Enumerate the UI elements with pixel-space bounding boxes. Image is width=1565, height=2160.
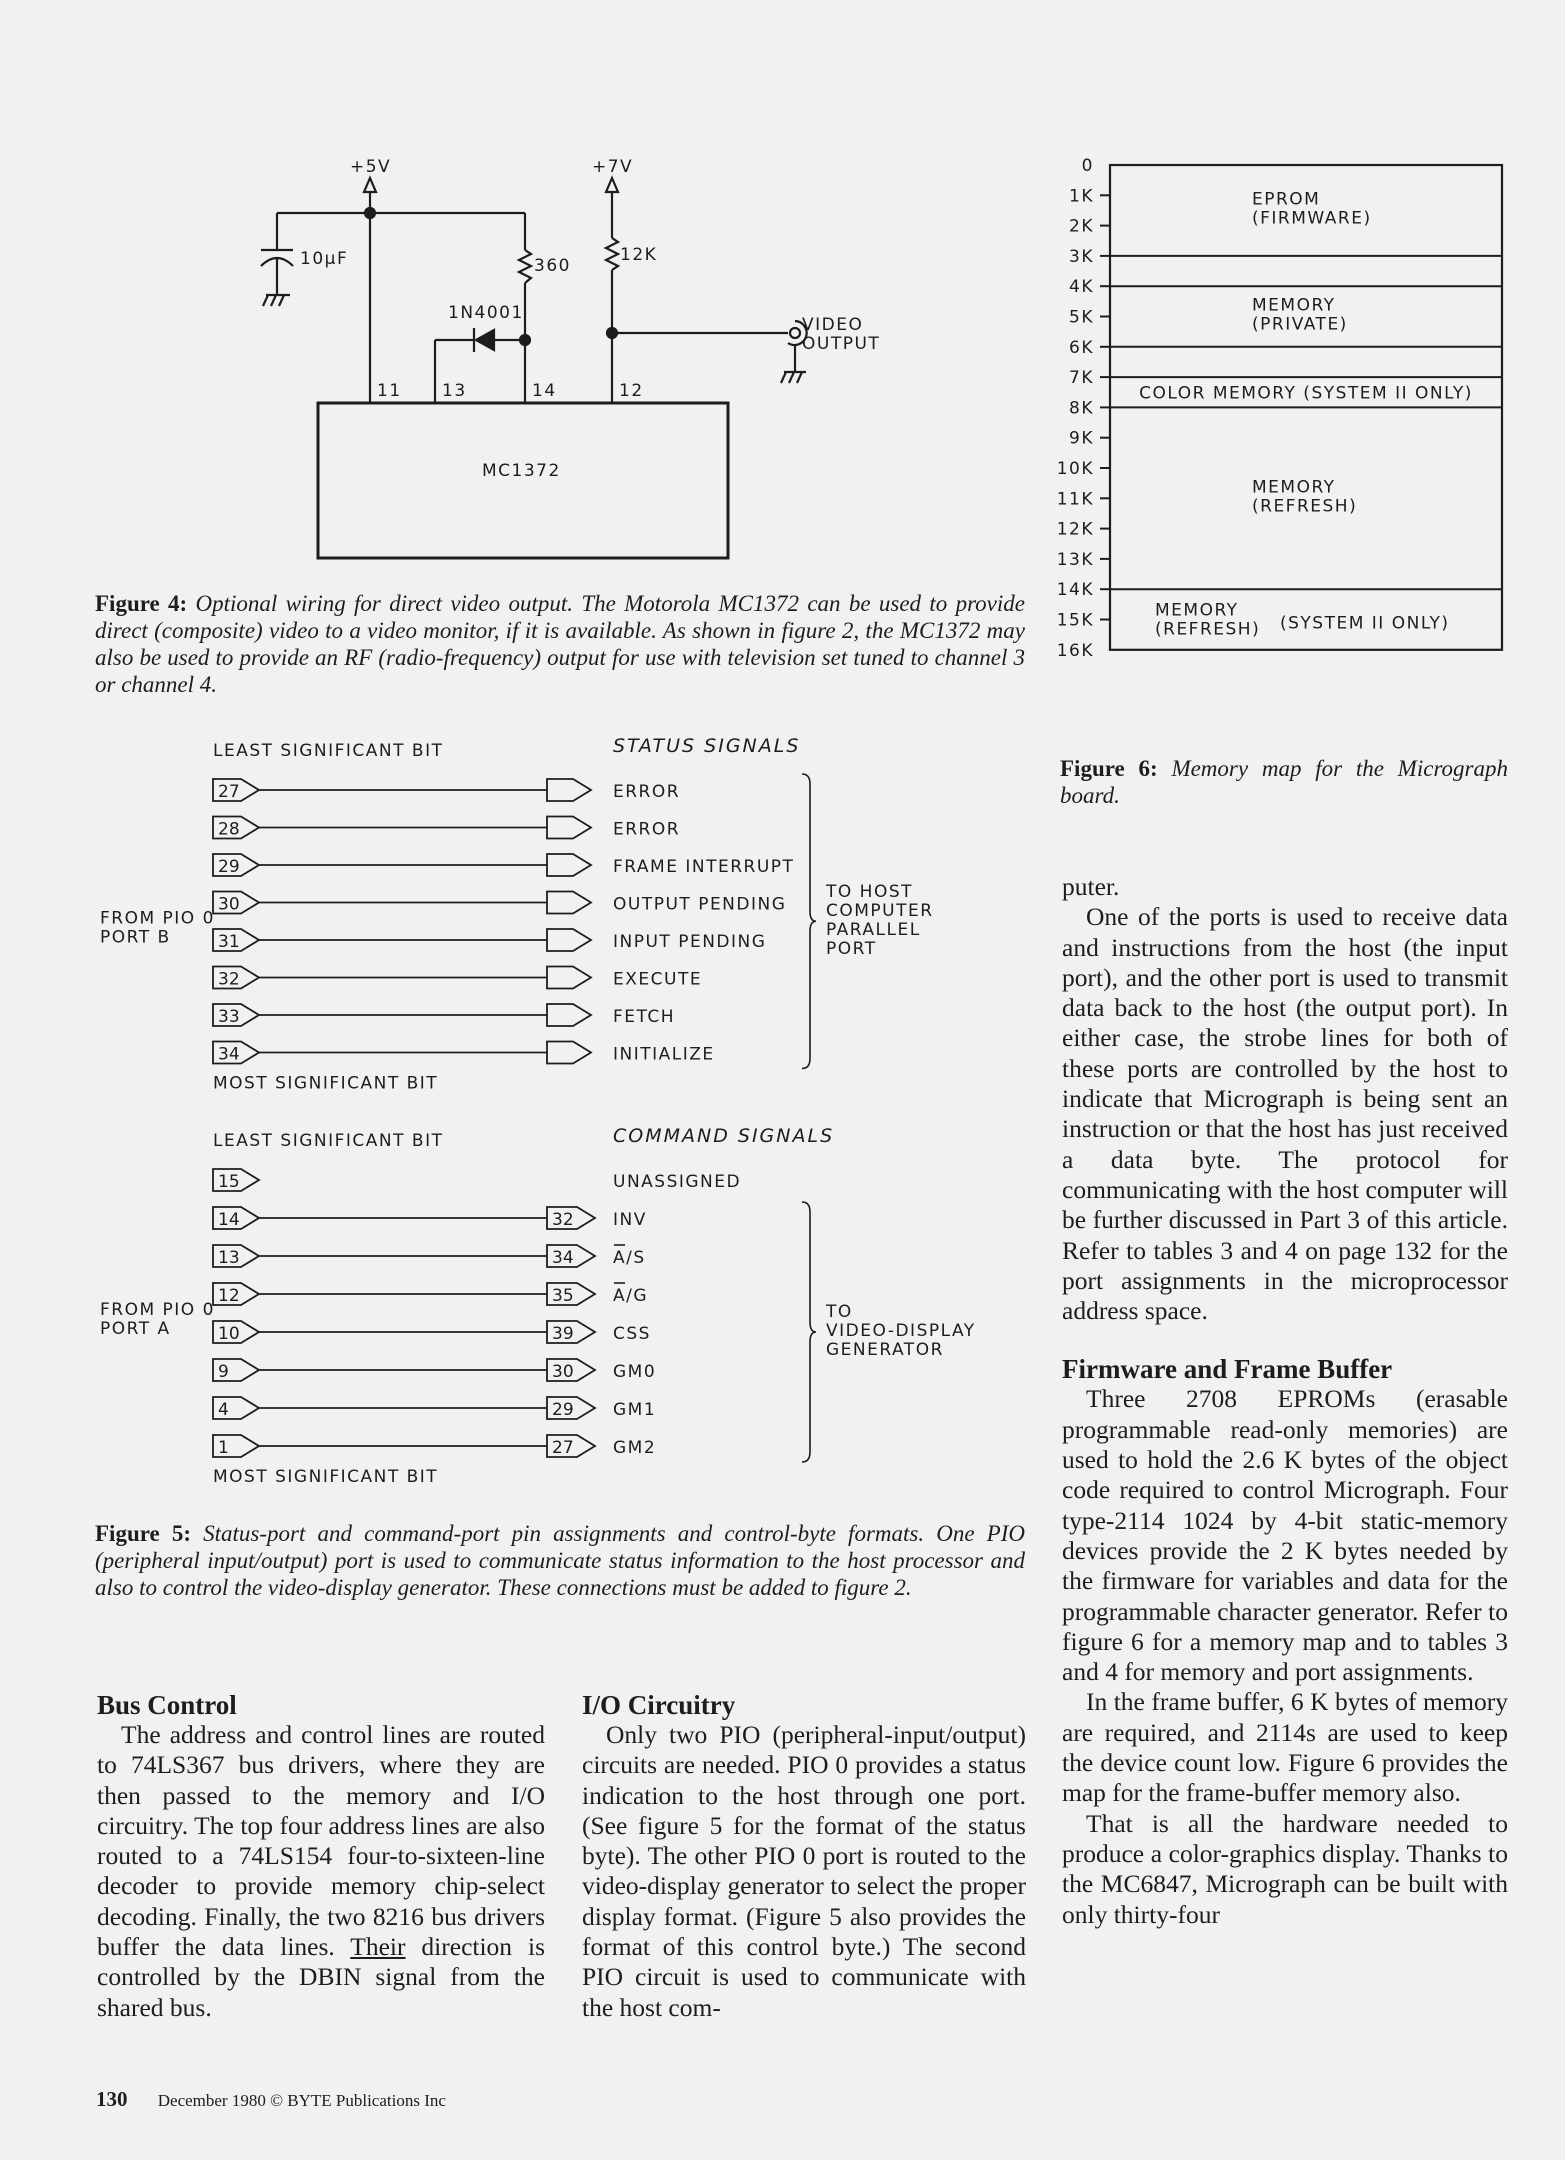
address-tick: 5K <box>1069 307 1094 328</box>
pin-tag <box>547 892 591 914</box>
figure-4-schematic <box>0 0 1040 580</box>
signal-name: EXECUTE <box>613 969 703 990</box>
heading-bus-control: Bus Control <box>97 1690 237 1720</box>
pin-tag <box>547 929 591 951</box>
svg-text:(PRIVATE): (PRIVATE) <box>1252 314 1348 335</box>
msb-label: MOST SIGNIFICANT BIT <box>213 1467 439 1487</box>
signal-name: GM2 <box>613 1438 657 1458</box>
memory-region <box>1252 296 1348 335</box>
svg-text:12: 12 <box>218 1286 240 1306</box>
brace <box>802 1202 816 1462</box>
figure-5-caption <box>95 1520 1025 1601</box>
figure-6-caption-text: Memory map for the Micrograph board. <box>1060 756 1508 808</box>
paragraph-frame-buffer: In the frame buffer, 6 K bytes of memory are required, and 2114s are used to keep the device count low. Figure 6 provides the map for the frame-buffer memory also. <box>1062 1687 1508 1808</box>
svg-text:29: 29 <box>552 1400 574 1420</box>
paragraph-hardware-summary: That is all the hardware needed to produce a color-graphics display. Thanks to the MC6847, Micrograph can be built with only thirty-four <box>1062 1808 1508 1929</box>
address-tick: 14K <box>1056 580 1094 601</box>
pin-tag <box>213 967 259 990</box>
svg-text:MEMORY: MEMORY <box>1252 477 1336 498</box>
pin-tag <box>547 1359 595 1382</box>
svg-text:28: 28 <box>218 819 240 840</box>
pin-tag <box>213 1321 259 1344</box>
pin-tag <box>547 779 591 801</box>
pin-tag <box>547 854 591 876</box>
svg-text:EPROM: EPROM <box>1252 189 1321 210</box>
pin-tag <box>213 854 259 877</box>
figure-4-caption-text: Optional wiring for direct video output. The Motorola MC1372 can be used to provide direct (composite) video to a video monitor, if it is available. As shown in figure 2, the MC1372 may also be used to provide an RF (radio-frequency) output for use with television set tuned to channel 3 or channel 4. <box>95 591 1025 697</box>
svg-text:33: 33 <box>218 1007 240 1027</box>
pin-tag <box>213 817 259 840</box>
address-tick: 10K <box>1056 459 1094 479</box>
label-7v: +7V <box>592 157 634 177</box>
signal-name: A/G <box>613 1286 649 1306</box>
column-io-circuitry <box>582 1690 1026 2023</box>
destination-label: COMPUTER <box>826 900 934 921</box>
address-tick: 12K <box>1056 519 1094 540</box>
svg-text:10: 10 <box>218 1324 240 1344</box>
pin-tag <box>213 1245 259 1268</box>
brace <box>802 774 816 1069</box>
signal-name: INITIALIZE <box>613 1044 715 1065</box>
signals-title: STATUS SIGNALS <box>613 735 801 757</box>
memory-region <box>1139 383 1473 403</box>
signal-name: UNASSIGNED <box>613 1172 742 1192</box>
signal-name: GM1 <box>613 1400 657 1420</box>
label-diode: 1N4001 <box>448 303 524 323</box>
figure-5-pin-assignments <box>0 730 1040 1500</box>
pin-tag <box>213 1283 259 1306</box>
figure-6-caption-label: Figure 6: <box>1060 756 1158 781</box>
svg-text:COLOR MEMORY (SYSTEM II ONLY): COLOR MEMORY (SYSTEM II ONLY) <box>1139 383 1473 404</box>
pin-13: 13 <box>442 381 467 401</box>
msb-label: MOST SIGNIFICANT BIT <box>213 1073 439 1094</box>
pin-tag <box>213 1004 259 1027</box>
label-5v: +5V <box>350 157 392 177</box>
footer-credit: December 1980 © BYTE Publications Inc <box>157 2091 446 2110</box>
pin-tag <box>547 1004 591 1026</box>
paragraph-bus-control: The address and control lines are routed to 74LS367 bus drivers, where they are then passed to the memory and I/O circuitry. The top four address lines are also routed to a 74LS154 four-to-sixteen-line decoder to provide memory chip-select decoding. Finally, the two 8216 bus drivers buffer the data lines. Their direction is controlled by the DBIN signal from the shared bus. <box>97 1720 545 2022</box>
paragraph-firmware: Three 2708 EPROMs (erasable programmable read-only memories) are used to hold the 2.6 K bytes of the object code required to control Micrograph. Four type-2114 1024 by 4-bit static-memory devices provide the 2 K bytes needed by the firmware for variables and data for the programmable character generator. Refer to figure 6 for a memory map and to tables 3 and 4 for memory and port assignments. <box>1062 1384 1508 1687</box>
label-video-1: VIDEO <box>802 315 864 335</box>
pin-tag <box>213 1169 259 1192</box>
signal-name: ERROR <box>613 819 681 840</box>
destination-label: TO <box>826 1302 853 1322</box>
svg-text:MEMORY: MEMORY <box>1155 600 1239 621</box>
signal-name: INPUT PENDING <box>613 932 767 952</box>
destination-label: TO HOST <box>826 881 914 902</box>
address-tick: 4K <box>1069 277 1094 298</box>
svg-text:27: 27 <box>218 782 240 802</box>
svg-text:31: 31 <box>218 932 240 952</box>
pin-tag <box>547 1283 595 1306</box>
pin-12: 12 <box>619 381 644 401</box>
svg-text:39: 39 <box>552 1324 574 1344</box>
paragraph-io-circuitry: Only two PIO (peripheral-input/output) circuits are needed. PIO 0 provides a status indication to the host through one port. (See figure 5 for the format of the status byte). The other PIO 0 port is routed to the video-display generator to select the proper display format. (Figure 5 also provides the format of this control byte.) The second PIO circuit is used to communicate with the host com- <box>582 1720 1026 2022</box>
svg-text:15: 15 <box>218 1172 240 1192</box>
signal-name: A/S <box>613 1248 646 1268</box>
pin-tag <box>213 929 259 952</box>
address-tick: 16K <box>1056 640 1094 661</box>
signal-name: INV <box>613 1210 647 1230</box>
svg-text:1: 1 <box>218 1438 229 1458</box>
svg-text:4: 4 <box>218 1400 229 1420</box>
address-tick: 11K <box>1056 489 1094 510</box>
figure-4-caption <box>95 590 1025 698</box>
source-port-label: PORT B <box>100 927 171 948</box>
signal-name: OUTPUT PENDING <box>613 894 787 915</box>
address-tick: 2K <box>1069 216 1094 237</box>
pin-tag <box>547 1435 595 1458</box>
svg-text:30: 30 <box>218 894 240 915</box>
page-number: 130 <box>96 2087 128 2111</box>
heading-firmware: Firmware and Frame Buffer <box>1062 1354 1393 1385</box>
chip-label: MC1372 <box>482 461 561 481</box>
figure-6-memory-map <box>1040 140 1565 720</box>
address-tick: 3K <box>1069 246 1094 267</box>
paragraph-continuation: puter. <box>1062 872 1120 901</box>
svg-text:27: 27 <box>552 1438 574 1458</box>
source-port-label: FROM PIO 0 <box>100 908 215 929</box>
column-right <box>1062 872 1508 1930</box>
lsb-label: LEAST SIGNIFICANT BIT <box>213 741 444 761</box>
address-tick: 1K <box>1069 186 1094 207</box>
pin-tag <box>213 1397 259 1420</box>
destination-label: GENERATOR <box>826 1340 944 1360</box>
memory-region <box>1252 189 1372 228</box>
svg-text:MEMORY: MEMORY <box>1252 295 1336 316</box>
pin-14: 14 <box>532 381 557 401</box>
paragraph-ports: One of the ports is used to receive data and instructions from the host (the input port), and the other port is used to transmit data back to the host (the output port). In either case, the strobe lines for both of these ports are controlled by the host to indicate that Micrograph is being sent an instruction or that the host has just received a data byte. The protocol for communicating with the host computer will be further discussed in Part 3 of this article. Refer to tables 3 and 4 on page 132 for the port assignments in the microprocessor address space. <box>1062 902 1508 1326</box>
pin-tag <box>213 892 259 915</box>
source-port-label: FROM PIO 0 <box>100 1300 215 1320</box>
pin-tag <box>547 967 591 989</box>
signal-name: CSS <box>613 1324 651 1344</box>
svg-text:13: 13 <box>218 1248 240 1268</box>
pin-tag <box>547 1245 595 1268</box>
svg-text:34: 34 <box>218 1044 240 1065</box>
pin-tag <box>213 1207 259 1230</box>
address-tick: 0 <box>1081 156 1094 176</box>
pin-11: 11 <box>377 381 402 401</box>
svg-text:(REFRESH): (REFRESH) <box>1155 619 1261 640</box>
pin-tag <box>547 817 591 839</box>
address-tick: 15K <box>1056 610 1094 631</box>
destination-label: PARALLEL <box>826 919 921 940</box>
label-resistor-12k: 12K <box>620 245 658 265</box>
pin-tag <box>213 1042 259 1065</box>
address-tick: 6K <box>1069 337 1094 358</box>
svg-text:14: 14 <box>218 1210 240 1230</box>
svg-text:(REFRESH): (REFRESH) <box>1252 496 1358 517</box>
memory-region <box>1155 601 1450 640</box>
address-tick: 7K <box>1069 368 1094 389</box>
destination-label: VIDEO-DISPLAY <box>826 1321 976 1341</box>
svg-text:30: 30 <box>552 1362 574 1382</box>
address-tick: 9K <box>1069 428 1094 449</box>
label-capacitor: 10µF <box>300 249 349 269</box>
svg-text:32: 32 <box>552 1210 574 1230</box>
svg-text:(FIRMWARE): (FIRMWARE) <box>1252 208 1372 229</box>
figure-4-caption-label: Figure 4: <box>95 591 188 616</box>
label-video-2: OUTPUT <box>802 334 881 354</box>
signal-name: FRAME INTERRUPT <box>613 857 795 877</box>
signals-title: COMMAND SIGNALS <box>613 1125 835 1147</box>
address-tick: 13K <box>1056 549 1094 570</box>
figure-6-caption <box>1060 755 1508 809</box>
svg-text:34: 34 <box>552 1248 574 1268</box>
lsb-label: LEAST SIGNIFICANT BIT <box>213 1131 444 1151</box>
signal-name: FETCH <box>613 1007 676 1027</box>
source-port-label: PORT A <box>100 1319 171 1339</box>
column-bus-control <box>97 1690 545 2023</box>
pin-tag <box>213 1359 259 1382</box>
svg-text:(SYSTEM II ONLY): (SYSTEM II ONLY) <box>1280 613 1450 634</box>
pin-tag <box>547 1042 591 1064</box>
signal-name: ERROR <box>613 782 681 802</box>
svg-text:9: 9 <box>218 1362 229 1382</box>
address-tick: 8K <box>1069 398 1094 419</box>
pin-tag <box>213 779 259 802</box>
label-resistor-360: 360 <box>534 256 571 276</box>
pin-tag <box>547 1321 595 1344</box>
figure-5-caption-text: Status-port and command-port pin assignments and control-byte formats. One PIO (peripheral input/output) port is used to communicate status information to the host processor and also to control the video-display generator. These connections must be added to figure 2. <box>95 1521 1025 1600</box>
destination-label: PORT <box>826 938 877 959</box>
signal-name: GM0 <box>613 1362 657 1382</box>
figure-5-caption-label: Figure 5: <box>95 1521 192 1546</box>
pin-tag <box>547 1397 595 1420</box>
pin-tag <box>213 1435 259 1458</box>
svg-text:35: 35 <box>552 1286 574 1306</box>
pin-tag <box>547 1207 595 1230</box>
page-footer <box>96 2087 446 2112</box>
svg-text:29: 29 <box>218 857 240 877</box>
svg-text:32: 32 <box>218 969 240 990</box>
heading-io-circuitry: I/O Circuitry <box>582 1690 736 1720</box>
memory-region <box>1252 477 1357 516</box>
